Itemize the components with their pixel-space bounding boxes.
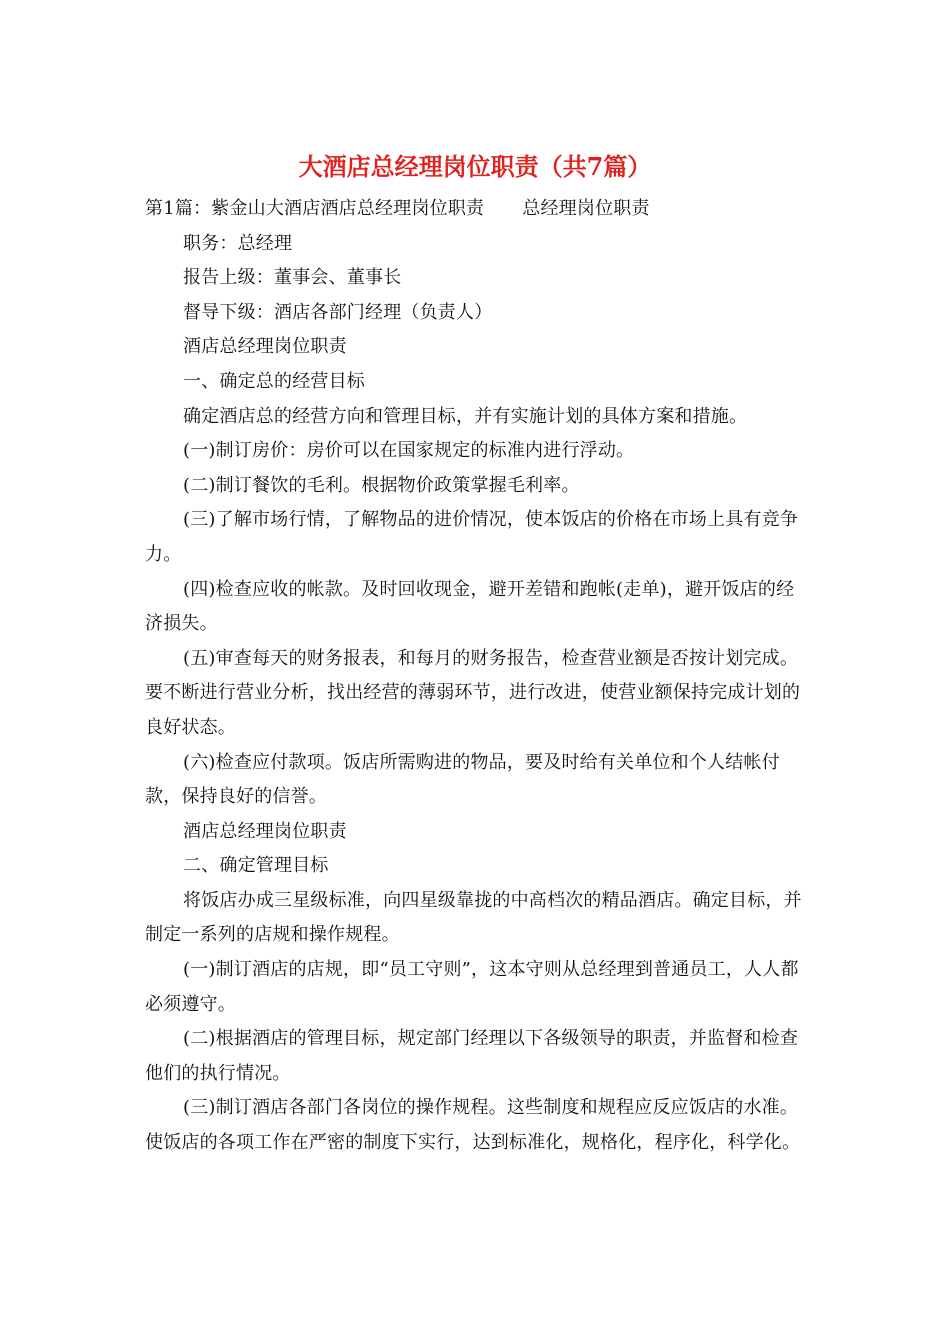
document-body [145, 192, 805, 1161]
paragraph: 督导下级：酒店各部门经理（负责人） [183, 301, 493, 323]
paragraph: (一)制订酒店的店规，即“员工守则”，这本守则从总经理到普通员工，人人都必须遵守。 [145, 959, 799, 1015]
paragraph: (六)检查应付款项。饭店所需购进的物品，要及时给有关单位和个人结帐付款，保持良好的信誉。 [145, 751, 780, 808]
paragraph: 酒店总经理岗位职责 [183, 820, 347, 842]
paragraph: (二)根据酒店的管理目标，规定部门经理以下各级领导的职责，并监督和检查他们的执行情况。 [145, 1028, 799, 1084]
paragraph: (一)制订房价：房价可以在国家规定的标准内进行浮动。 [183, 440, 635, 462]
paragraph: 酒店总经理岗位职责 [183, 336, 347, 358]
section-heading [145, 192, 805, 227]
paragraph: 将饭店办成三星级标准，向四星级靠拢的中高档次的精品酒店。确定目标，并制定一系列的店规和操作规程。 [145, 889, 802, 946]
paragraph: 职务：总经理 [183, 232, 293, 254]
heading-part-a: 第1篇：紫金山大酒店酒店总经理岗位职责 [145, 198, 485, 219]
paragraph: (三)制订酒店各部门各岗位的操作规程。这些制度和规程应反应饭店的水准。使饭店的各项工作在严密的制度下实行，达到标准化，规格化，程序化，科学化。 [145, 1097, 801, 1154]
paragraph: (三)了解市场行情，了解物品的进价情况，使本饭店的价格在市场上具有竞争力。 [145, 509, 799, 565]
document-title: 大酒店总经理岗位职责（共7篇） [298, 152, 652, 181]
paragraph: (二)制订餐饮的毛利。根据物价政策掌握毛利率。 [183, 474, 580, 496]
paragraph: (五)审查每天的财务报表，和每月的财务报告，检查营业额是否按计划完成。要不断进行营业分析，找出经营的薄弱环节，进行改进，使营业额保持完成计划的良好状态。 [145, 647, 801, 738]
paragraph: 确定酒店总的经营方向和管理目标，并有实施计划的具体方案和措施。 [183, 405, 748, 427]
paragraph: 二、确定管理目标 [183, 855, 329, 877]
paragraph: 报告上级：董事会、董事长 [183, 267, 402, 289]
paragraph: 一、确定总的经营目标 [183, 370, 365, 392]
heading-part-b: 总经理岗位职责 [522, 198, 650, 219]
paragraph: (四)检查应收的帐款。及时回收现金，避开差错和跑帐(走单)，避开饭店的经济损失。 [145, 578, 795, 635]
